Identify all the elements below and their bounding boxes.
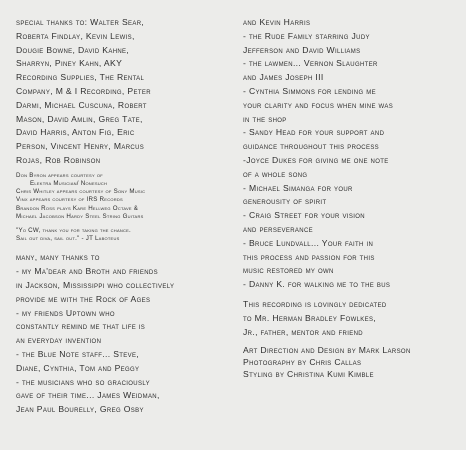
thanks-line: Dougie Bowne, David Kahne, — [16, 44, 130, 55]
dedication-line: This recording is lovingly dedicated — [243, 298, 387, 309]
many-thanks-line: - the Blue Note staff... Steve, — [16, 348, 140, 359]
many-thanks-line: many, many thanks to — [16, 252, 100, 263]
courtesy-line: Brandon Ross plays Kare Hellweg Octave & — [16, 204, 139, 212]
credit-line: Styling by Christina Kumi Kimble — [243, 368, 374, 379]
thanks-continued-line: - the lawmen... Vernon Slaughter — [243, 58, 378, 69]
thanks-continued-line: - the Rude Family starring Judy — [243, 30, 370, 41]
thanks-line: Company, M & I Recording, Peter — [16, 85, 151, 96]
thanks-line: Person, Vincent Henry, Marcus — [16, 141, 145, 152]
courtesy-line: Don Byron appears courtesy of — [16, 171, 103, 179]
quote-block — [16, 227, 222, 243]
thanks-continued-line: - Cynthia Simmons for lending me — [243, 85, 376, 96]
courtesy-line: Vinx appears courtesy of IRS Records — [16, 196, 123, 204]
dedication-block — [243, 298, 457, 339]
many-thanks-block — [16, 251, 222, 417]
thanks-continued-line: - Sandy Head for your support and — [243, 127, 385, 138]
thanks-continued-line: Jefferson and David Williams — [243, 44, 361, 55]
thanks-line: Rojas, Rob Robinson — [16, 154, 101, 165]
many-thanks-line: in Jackson, Mississippi who collectively — [16, 279, 175, 290]
dedication-line: to Mr. Herman Bradley Fowlkes, — [243, 312, 377, 323]
thanks-continued-line: and perseverance — [243, 223, 314, 234]
thanks-continued-line: music restored my own — [243, 265, 334, 276]
thanks-continued-block — [243, 16, 457, 292]
thanks-continued-line: of a whole song — [243, 168, 308, 179]
thanks-continued-line: - Michael Simanga for your — [243, 182, 353, 193]
special-thanks-block — [16, 16, 222, 168]
many-thanks-line: an everyday invention — [16, 335, 102, 346]
many-thanks-line: Diane, Cynthia, Tom and Peggy — [16, 362, 140, 373]
courtesy-line: Elektra Musician/ Nonesuch — [30, 179, 108, 187]
quote-line: "Yo CW, thank you for taking the chance. — [16, 226, 132, 234]
courtesy-block — [16, 172, 222, 221]
many-thanks-line: Jean Paul Bourelly, Greg Osby — [16, 404, 144, 415]
thanks-continued-line: -Joyce Dukes for giving me one note — [243, 154, 389, 165]
right-column — [243, 16, 457, 380]
courtesy-line: Chris Whitley appears courtesy of Sony Music — [16, 188, 146, 196]
dedication-line: Jr., father, mentor and friend — [243, 326, 363, 337]
special-thanks-name: Walter Sear, — [90, 17, 145, 27]
thanks-line: Recording Supplies, The Rental — [16, 72, 145, 83]
thanks-continued-line: - Bruce Lundvall... Your faith in — [243, 237, 374, 248]
thanks-line: Roberta Findlay, Kevin Lewis, — [16, 30, 135, 41]
credit-line: Photography by Chris Callas — [243, 356, 362, 367]
many-thanks-line: - my friends Uptown who — [16, 307, 115, 318]
thanks-line: Mason, David Amlin, Greg Tate, — [16, 113, 143, 124]
courtesy-line: Michael Jacobson Hardy Steel String Guitars — [16, 212, 144, 220]
thanks-continued-line: guidance throughout this process — [243, 141, 380, 152]
quote-line: Sail out diva, sail out." - JT Laboteus — [16, 235, 120, 243]
thanks-continued-line: and James Joseph III — [243, 72, 324, 83]
thanks-line: David Harris, Anton Fig, Eric — [16, 127, 135, 138]
thanks-line: Darmi, Michael Cuscuna, Robert — [16, 99, 147, 110]
many-thanks-line: provide me with the Rock of Ages — [16, 293, 151, 304]
thanks-continued-line: this process and passion for this — [243, 251, 375, 262]
thanks-continued-line: - Craig Street for your vision — [243, 210, 365, 221]
left-column — [16, 16, 222, 417]
thanks-continued-line: generousity of spirit — [243, 196, 327, 207]
many-thanks-line: gave of their time... James Weidman, — [16, 390, 160, 401]
thanks-continued-line: - Danny K. for walking me to the bus — [243, 279, 391, 290]
special-thanks-intro: special thanks to: — [16, 17, 88, 27]
thanks-continued-line: in the shop — [243, 113, 287, 124]
many-thanks-line: - the musicians who so graciously — [16, 376, 150, 387]
many-thanks-line: - my Ma'dear and Broth and friends — [16, 266, 158, 277]
thanks-line: Sharryn, Piney Kahn, AKY — [16, 58, 123, 69]
special-thanks-first-line — [16, 16, 222, 30]
credits-block — [243, 345, 457, 380]
thanks-continued-line: your clarity and focus when mine was — [243, 99, 394, 110]
thanks-continued-line: and Kevin Harris — [243, 17, 311, 27]
many-thanks-line: constantly remind me that life is — [16, 321, 146, 332]
credit-line: Art Direction and Design by Mark Larson — [243, 345, 411, 356]
